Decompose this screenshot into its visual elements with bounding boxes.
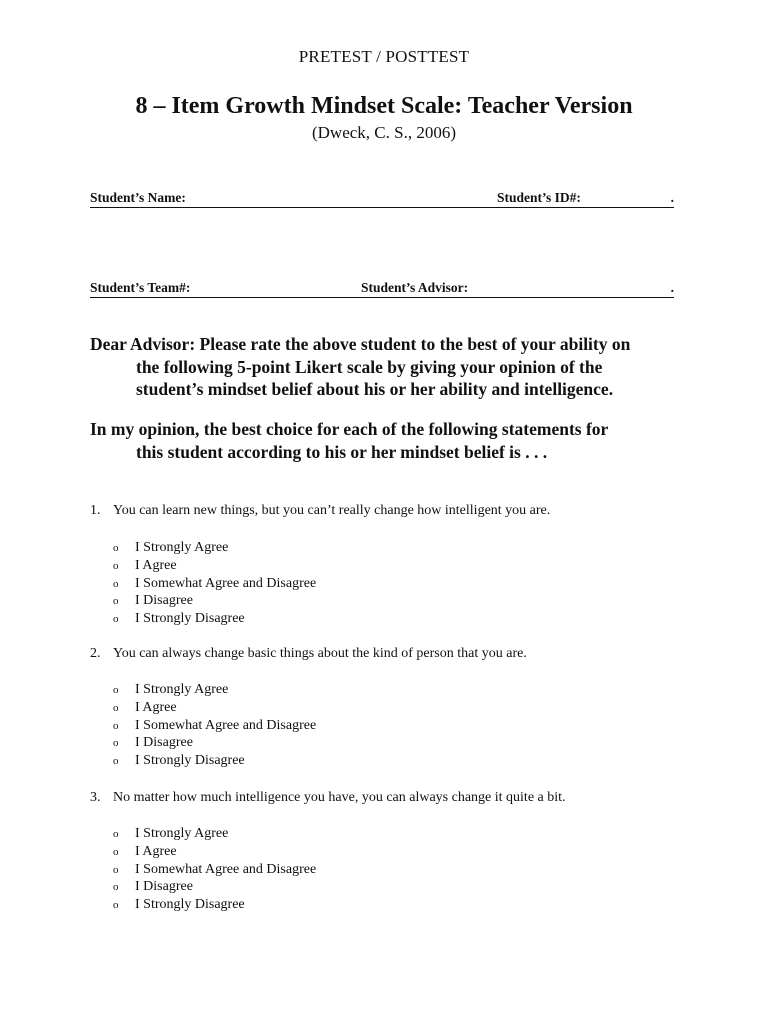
question-3 bbox=[90, 790, 710, 806]
radio-bullet-icon[interactable]: o bbox=[113, 595, 119, 608]
option-disagree[interactable] bbox=[113, 592, 316, 610]
line-end: . bbox=[670, 280, 674, 295]
question-text: You can always change basic things about the kind of person that you are. bbox=[113, 646, 527, 661]
radio-bullet-icon[interactable]: o bbox=[113, 737, 119, 750]
option-agree[interactable] bbox=[113, 843, 316, 861]
radio-bullet-icon[interactable]: o bbox=[113, 542, 119, 554]
instruction-line: student’s mindset belief about his or her ability and intelligence. bbox=[136, 379, 614, 399]
student-name-label: Student’s Name: bbox=[90, 190, 186, 205]
radio-bullet-icon[interactable]: o bbox=[113, 559, 119, 572]
instruction-line: In my opinion, the best choice for each of the following statements for bbox=[90, 419, 609, 439]
option-label: I Agree bbox=[135, 557, 177, 573]
radio-bullet-icon[interactable]: o bbox=[113, 684, 119, 696]
test-type-heading: PRETEST / POSTTEST bbox=[298, 47, 470, 66]
radio-bullet-icon[interactable]: o bbox=[113, 899, 119, 912]
instruction-line: Dear Advisor: Please rate the above student to the best of your ability on bbox=[90, 334, 631, 354]
student-team-row[interactable] bbox=[90, 280, 674, 298]
question-number: 2. bbox=[90, 646, 101, 661]
option-agree[interactable] bbox=[113, 557, 316, 575]
instruction-line: this student according to his or her mindset belief is . . . bbox=[136, 441, 548, 462]
option-strongly-agree[interactable] bbox=[113, 681, 316, 699]
question-number: 3. bbox=[90, 790, 101, 805]
student-advisor-label: Student’s Advisor: bbox=[361, 280, 469, 295]
option-label: I Strongly Agree bbox=[135, 826, 229, 841]
option-somewhat-agree-disagree[interactable] bbox=[113, 575, 316, 593]
option-label: I Strongly Agree bbox=[135, 682, 229, 697]
question-2 bbox=[90, 646, 710, 662]
option-label: I Agree bbox=[135, 699, 177, 715]
radio-bullet-icon[interactable]: o bbox=[113, 701, 119, 714]
option-strongly-agree[interactable] bbox=[113, 825, 316, 843]
question-number: 1. bbox=[90, 503, 101, 518]
radio-bullet-icon[interactable]: o bbox=[113, 881, 119, 894]
option-label: I Strongly Agree bbox=[135, 540, 229, 555]
option-somewhat-agree-disagree[interactable] bbox=[113, 861, 316, 879]
option-somewhat-agree-disagree[interactable] bbox=[113, 717, 316, 735]
option-label: I Agree bbox=[135, 843, 177, 859]
citation: (Dweck, C. S., 2006) bbox=[311, 123, 456, 142]
option-strongly-disagree[interactable] bbox=[113, 752, 316, 770]
option-agree[interactable] bbox=[113, 699, 316, 717]
opinion-instructions bbox=[90, 418, 690, 463]
option-label: I Somewhat Agree and Disagree bbox=[135, 717, 317, 733]
question-text: You can learn new things, but you can’t really change how intelligent you are. bbox=[113, 503, 551, 518]
option-disagree[interactable] bbox=[113, 734, 316, 752]
student-name-row[interactable] bbox=[90, 190, 674, 208]
option-disagree[interactable] bbox=[113, 878, 316, 896]
question-1 bbox=[90, 503, 710, 519]
option-strongly-disagree[interactable] bbox=[113, 610, 316, 628]
instruction-line: the following 5-point Likert scale by giving your opinion of the bbox=[136, 356, 603, 377]
radio-bullet-icon[interactable]: o bbox=[113, 863, 119, 876]
question-2-options bbox=[113, 681, 316, 770]
radio-bullet-icon[interactable]: o bbox=[113, 613, 119, 626]
line-end: . bbox=[670, 190, 674, 205]
option-strongly-agree[interactable] bbox=[113, 539, 316, 557]
option-label: I Disagree bbox=[135, 593, 193, 609]
radio-bullet-icon[interactable]: o bbox=[113, 828, 119, 840]
option-strongly-disagree[interactable] bbox=[113, 896, 316, 914]
radio-bullet-icon[interactable]: o bbox=[113, 845, 119, 858]
radio-bullet-icon[interactable]: o bbox=[113, 719, 119, 732]
advisor-instructions bbox=[90, 333, 690, 401]
student-id-label: Student’s ID#: bbox=[497, 190, 581, 205]
option-label: I Strongly Disagree bbox=[135, 753, 245, 769]
option-label: I Disagree bbox=[135, 735, 193, 751]
question-3-options bbox=[113, 825, 316, 914]
radio-bullet-icon[interactable]: o bbox=[113, 755, 119, 768]
option-label: I Somewhat Agree and Disagree bbox=[135, 861, 317, 877]
radio-bullet-icon[interactable]: o bbox=[113, 577, 119, 590]
page-title: 8 – Item Growth Mindset Scale: Teacher Version bbox=[135, 93, 633, 119]
student-team-label: Student’s Team#: bbox=[90, 280, 191, 295]
question-1-options bbox=[113, 539, 316, 628]
question-text: No matter how much intelligence you have, you can always change it quite a bit. bbox=[113, 790, 566, 805]
option-label: I Strongly Disagree bbox=[135, 897, 245, 913]
option-label: I Disagree bbox=[135, 879, 193, 895]
option-label: I Somewhat Agree and Disagree bbox=[135, 575, 317, 591]
option-label: I Strongly Disagree bbox=[135, 611, 245, 627]
